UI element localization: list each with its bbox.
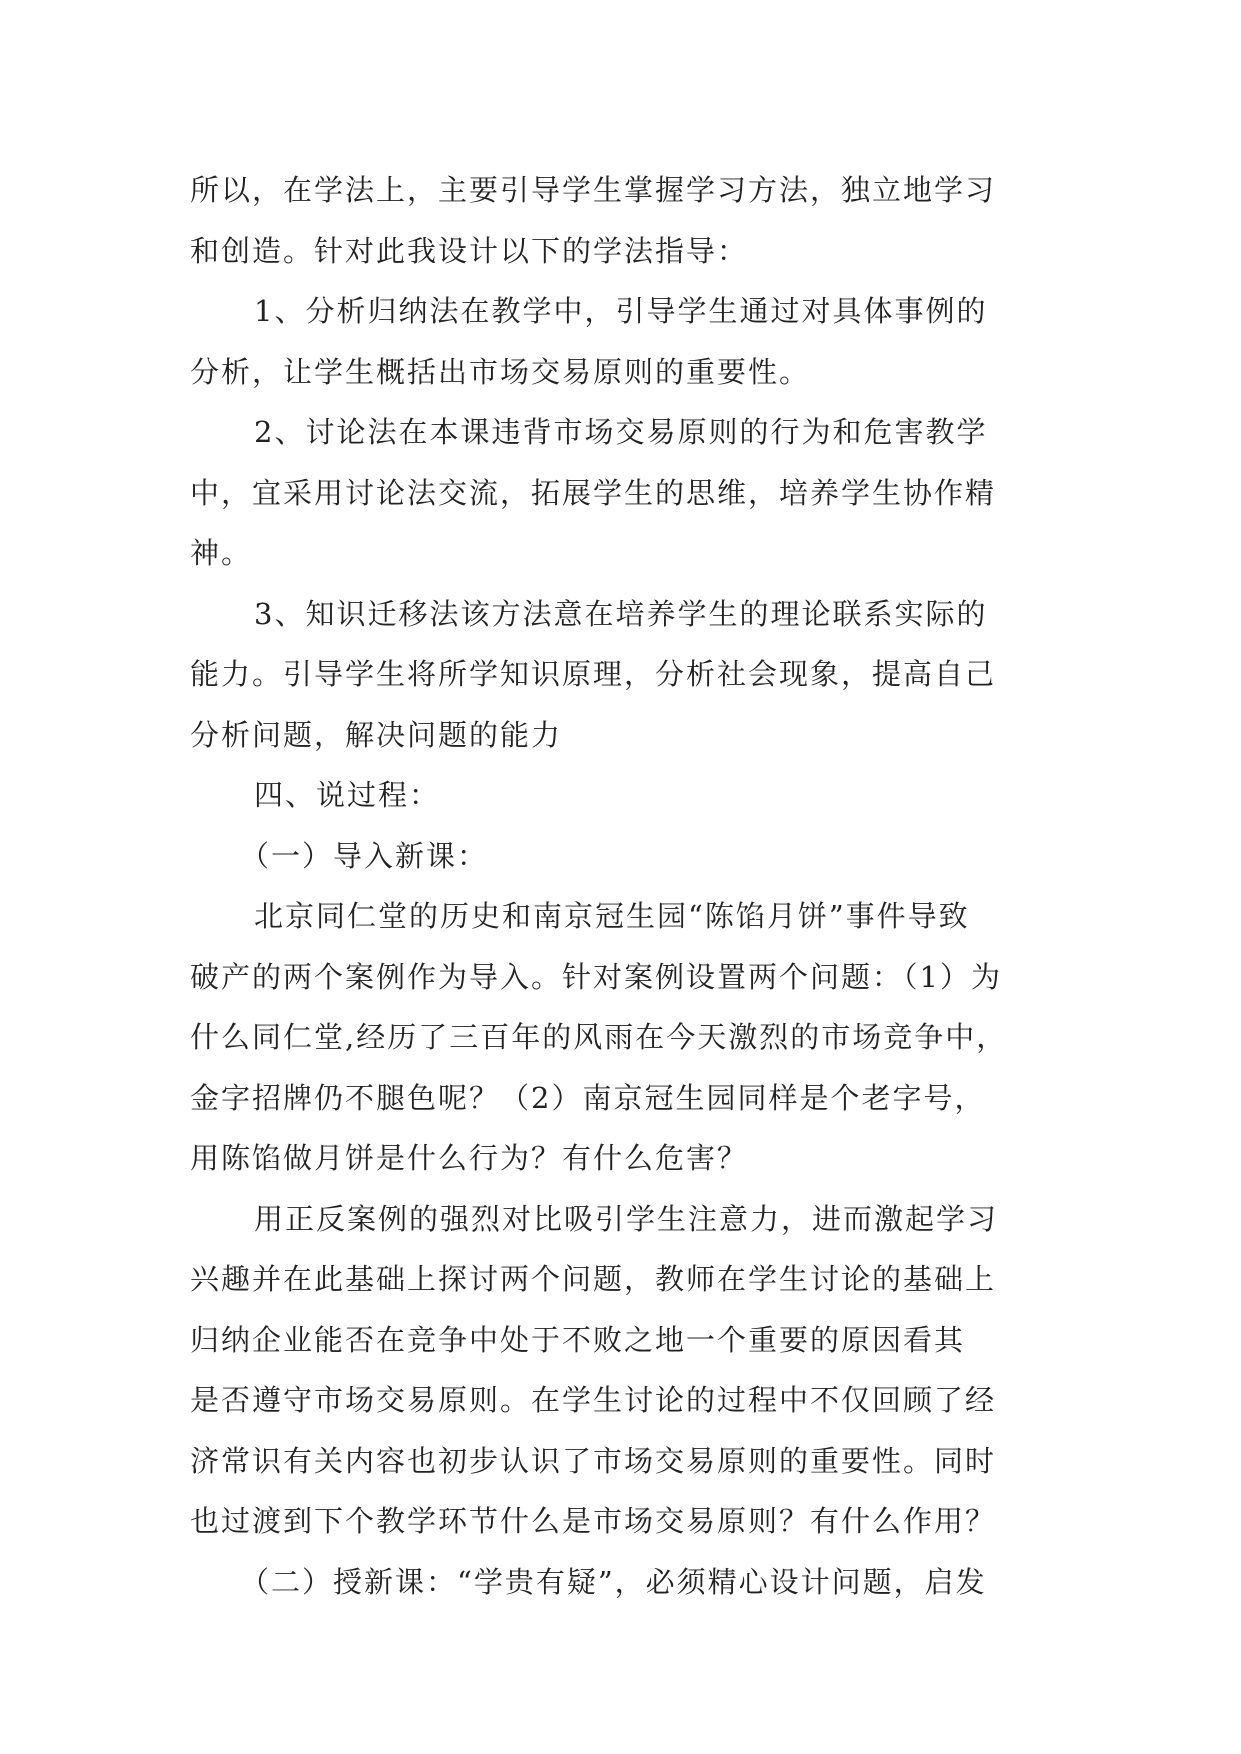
subsection-heading: （二）授新课：“学贵有疑”，必须精心设计问题，启发 xyxy=(240,1564,987,1599)
subsection-heading: （一）导入新课： xyxy=(240,838,489,873)
text-line: 能力。引导学生将所学知识原理，分析社会现象，提高自己 xyxy=(190,657,997,691)
text-line: 所以，在学法上，主要引导学生掌握学习方法，独立地学习 xyxy=(190,173,997,207)
text-line: 破产的两个案例作为导入。针对案例设置两个问题：（1）为 xyxy=(190,959,1002,994)
text-line: 中，宜采用讨论法交流，拓展学生的思维，培养学生协作精 xyxy=(190,475,997,510)
text-line: 和创造。针对此我设计以下的学法指导： xyxy=(190,233,749,268)
document-body xyxy=(190,160,1050,1612)
text-line: 是否遵守市场交易原则。在学生讨论的过程中不仅回顾了经 xyxy=(190,1383,997,1417)
text-line: 1、分析归纳法在教学中，引导学生通过对具体事例的 xyxy=(254,294,988,328)
text-line: 3、知识迁移法该方法意在培养学生的理论联系实际的 xyxy=(254,596,988,631)
text-line: 也过渡到下个教学环节什么是市场交易原则？有什么作用？ xyxy=(190,1504,997,1538)
text-line: 兴趣并在此基础上探讨两个问题，教师在学生讨论的基础上 xyxy=(190,1262,997,1296)
text-line: 用正反案例的强烈对比吸引学生注意力，进而激起学习 xyxy=(254,1201,999,1236)
text-line: 什么同仁堂,经历了三百年的风雨在今天激烈的市场竞争中， xyxy=(190,1020,1008,1054)
text-line: 神。 xyxy=(190,536,253,570)
text-line: 金字招牌仍不腿色呢？（2）南京冠生园同样是个老字号， xyxy=(190,1080,986,1115)
text-line: 归纳企业能否在竞争中处于不败之地一个重要的原因看其 xyxy=(190,1322,966,1357)
text-line: 分析，让学生概括出市场交易原则的重要性。 xyxy=(190,354,811,389)
text-line: 用陈馅做月饼是什么行为？有什么危害？ xyxy=(190,1141,749,1175)
text-line: 北京同仁堂的历史和南京冠生园“陈馅月饼”事件导致 xyxy=(254,899,970,933)
text-line: 济常识有关内容也初步认识了市场交易原则的重要性。同时 xyxy=(190,1443,997,1478)
section-heading: 四、说过程： xyxy=(254,778,441,812)
text-line: 分析问题，解决问题的能力 xyxy=(190,717,563,752)
text-line: 2、讨论法在本课违背市场交易原则的行为和危害教学 xyxy=(254,415,988,449)
